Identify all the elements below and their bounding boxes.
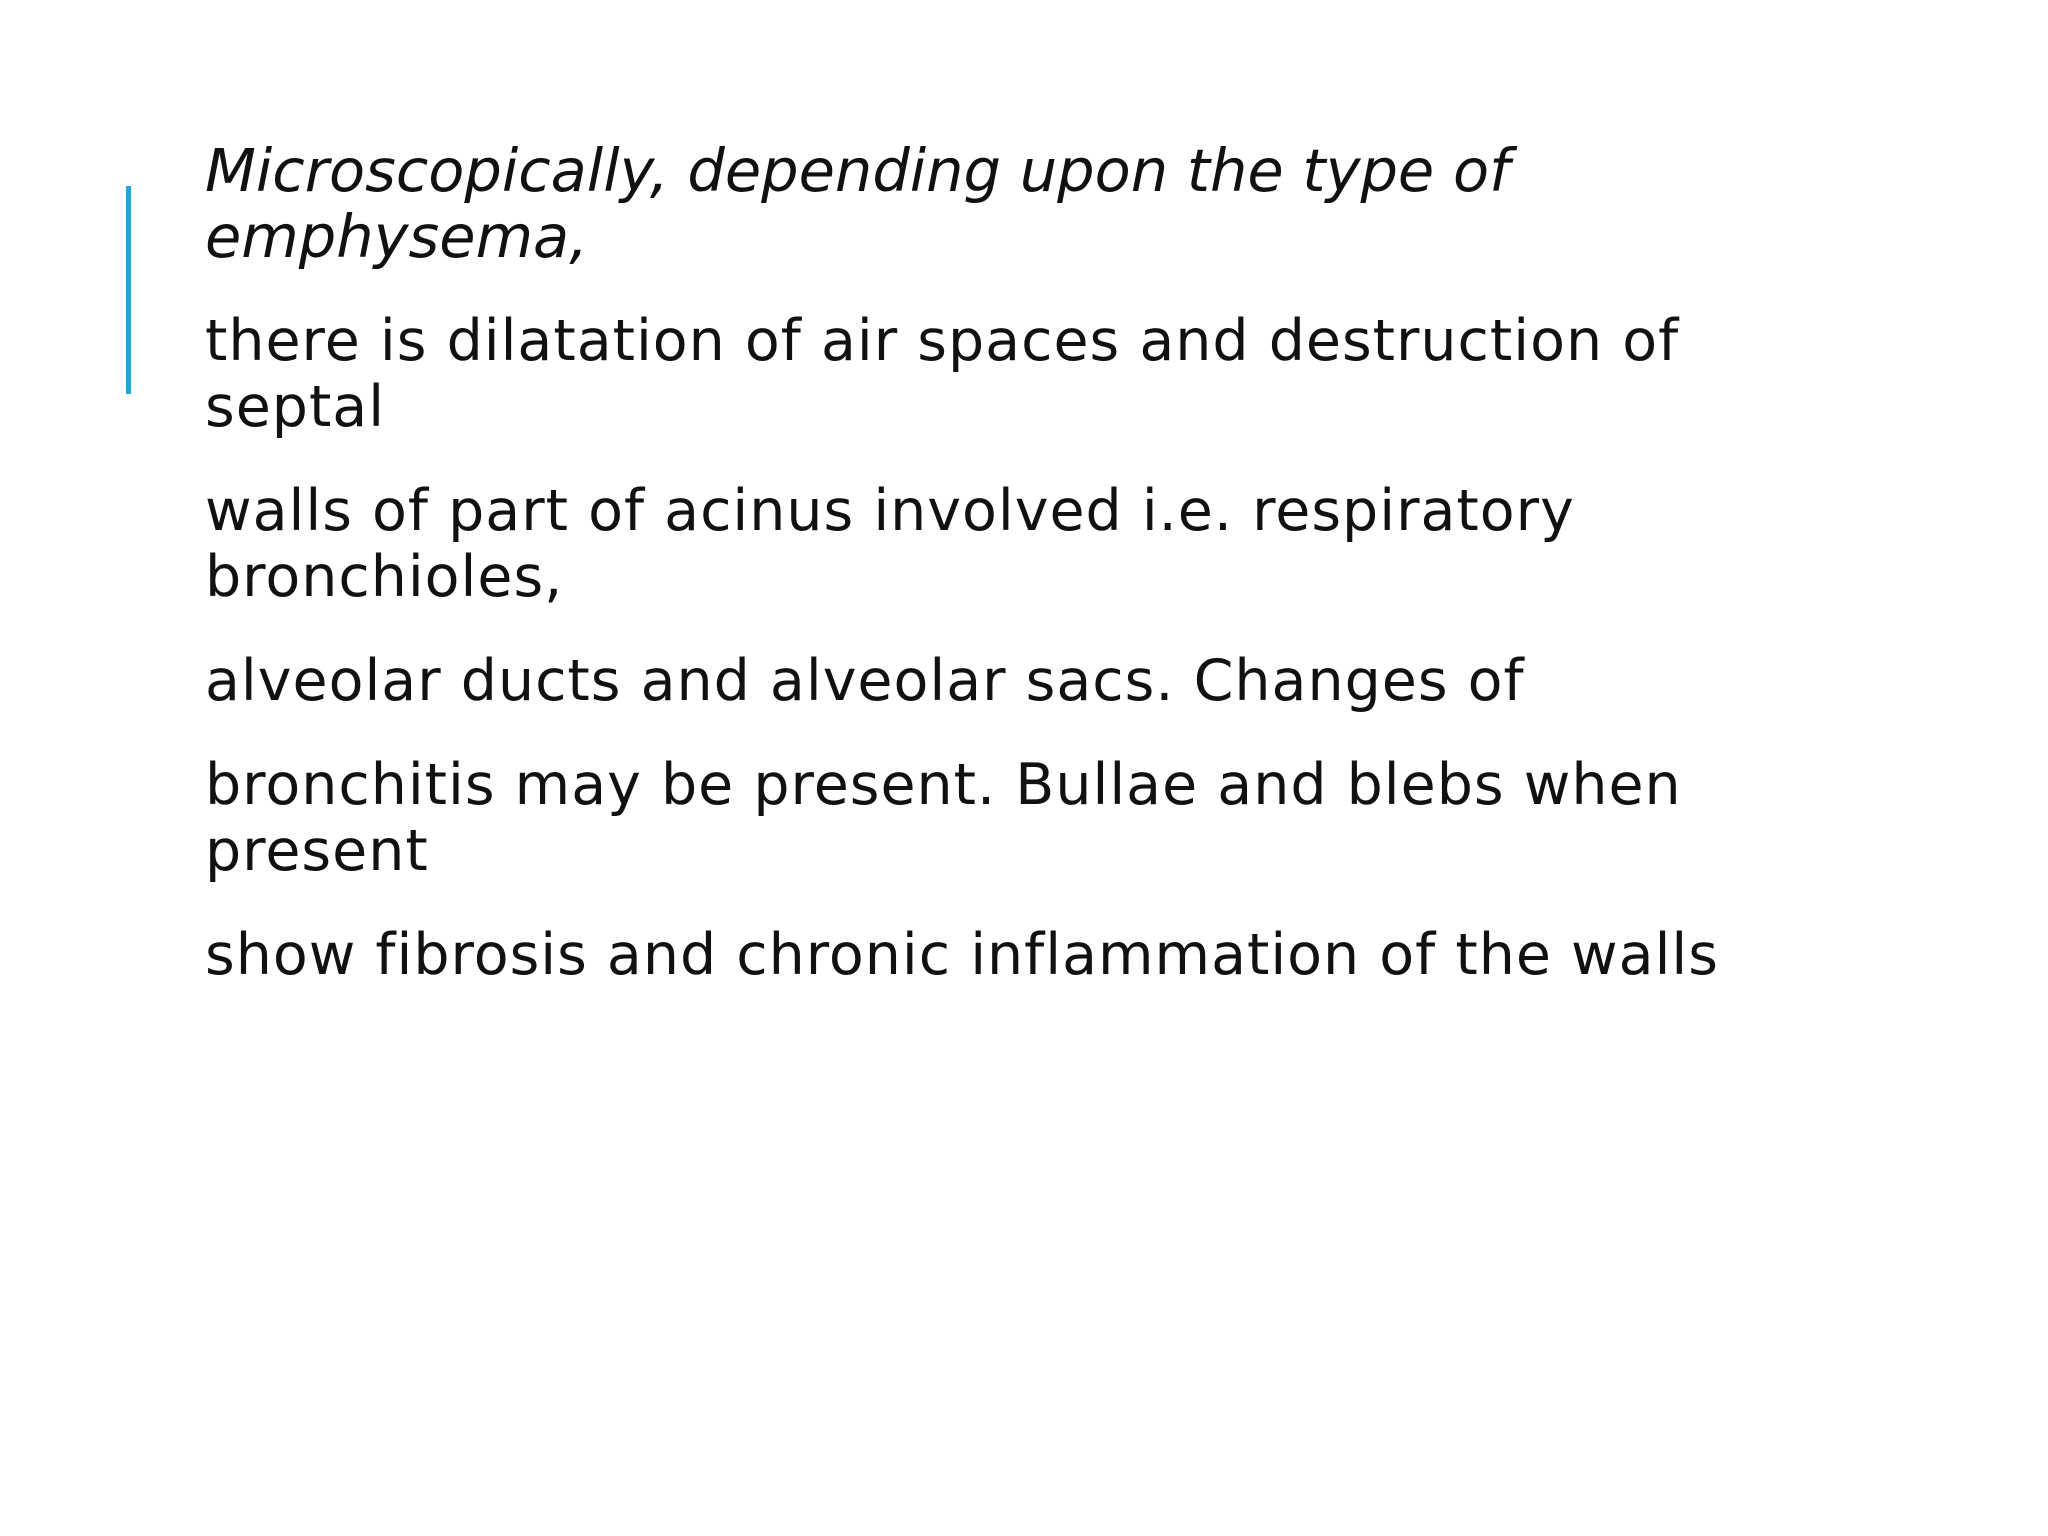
paragraph-6: show fibrosis and chronic inflammation of the walls [205,922,1719,988]
accent-bar [126,186,131,394]
paragraph-5: bronchitis may be present. Bullae and blebs when present [205,752,1682,884]
paragraph-intro: Microscopically, depending upon the type of emphysema, [205,136,1510,271]
paragraph-4: alveolar ducts and alveolar sacs. Changes of [205,648,1525,714]
slide-body [205,138,1905,1026]
paragraph-2: there is dilatation of air spaces and destruction of septal [205,308,1680,440]
paragraph-3: walls of part of acinus involved i.e. respiratory bronchioles, [205,478,1575,610]
